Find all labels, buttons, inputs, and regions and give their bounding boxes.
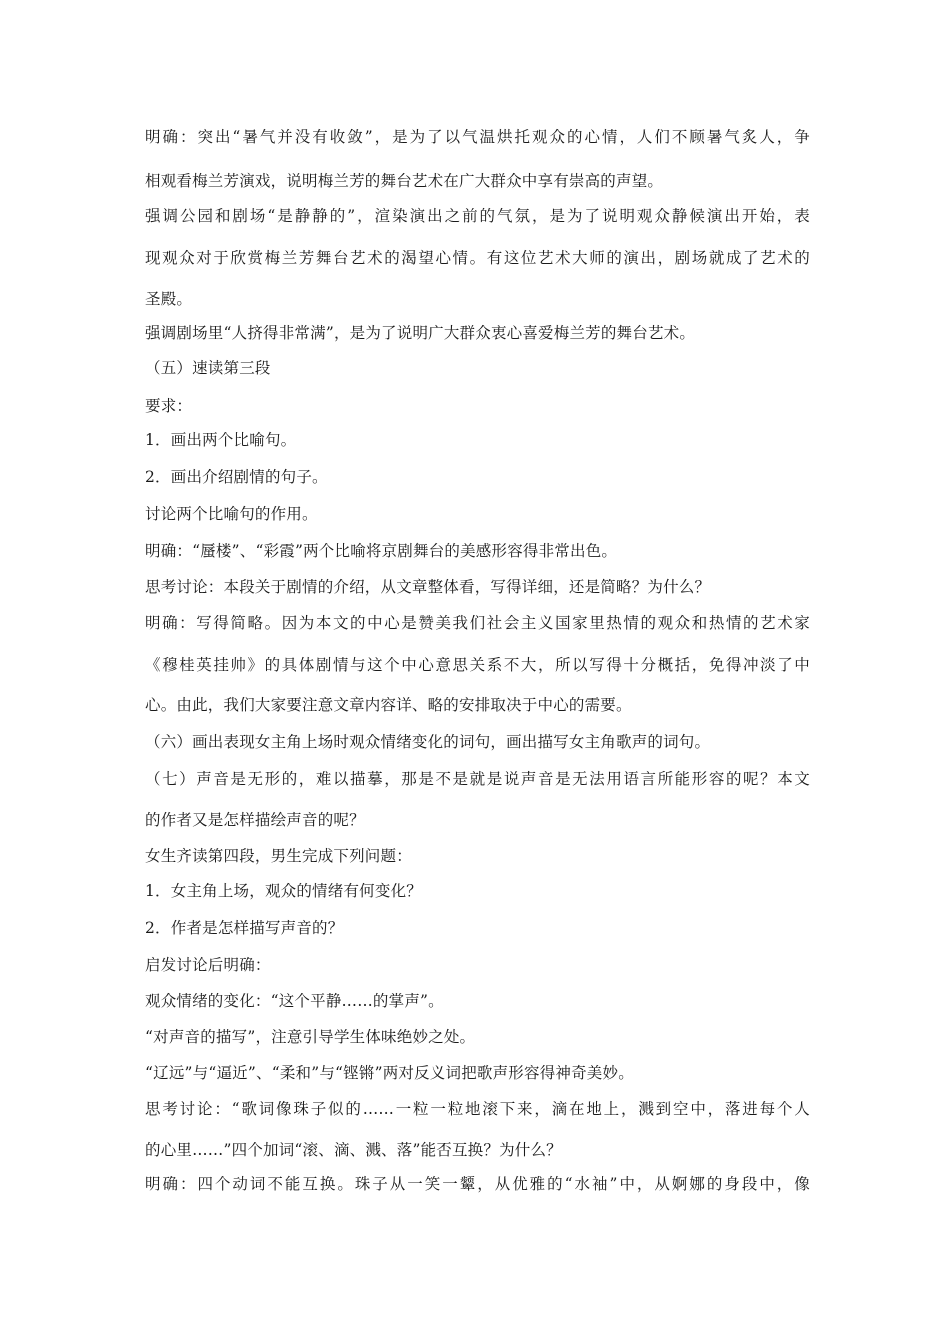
text-line: 明确：突出“暑气并没有收敛”，是为了以气温烘托观众的心情，人们不顾暑气炙人，争 bbox=[145, 128, 810, 146]
text-line: 思考讨论：“歌词像珠子似的……一粒一粒地滚下来，滴在地上，溅到空中，落进每个人 bbox=[145, 1100, 810, 1118]
text-line: 明确：“蜃楼”、“彩霞”两个比喻将京剧舞台的美感形容得非常出色。 bbox=[145, 542, 618, 560]
text-line: 启发讨论后明确： bbox=[145, 956, 271, 974]
list-item: 2．作者是怎样描写声音的？ bbox=[145, 919, 344, 937]
list-item: 1．画出两个比喻句。 bbox=[145, 431, 297, 449]
text-line: “辽远”与“逼近”、“柔和”与“铿锵”两对反义词把歌声形容得神奇美妙。 bbox=[145, 1064, 634, 1082]
section-heading: （五）速读第三段 bbox=[145, 359, 271, 377]
text-line: 思考讨论：本段关于剧情的介绍，从文章整体看，写得详细，还是简略？为什么？ bbox=[145, 578, 711, 596]
text-line: 《穆桂英挂帅》的具体剧情与这个中心意思关系不大，所以写得十分概括，免得冲淡了中 bbox=[145, 656, 810, 674]
text-line: 女生齐读第四段，男生完成下列问题： bbox=[145, 847, 412, 865]
list-item: 1．女主角上场，观众的情绪有何变化？ bbox=[145, 882, 422, 900]
text-line: 强调公园和剧场“是静静的”，渲染演出之前的气氛，是为了说明观众静候演出开始，表 bbox=[145, 207, 810, 225]
text-line: 相观看梅兰芳演戏，说明梅兰芳的舞台艺术在广大群众中享有崇高的声望。 bbox=[145, 172, 664, 190]
text-line: 的心里……”四个加词“滚、滴、溅、落”能否互换？为什么？ bbox=[145, 1141, 562, 1159]
text-line: 的作者又是怎样描绘声音的呢？ bbox=[145, 811, 365, 829]
list-item: 2．画出介绍剧情的句子。 bbox=[145, 468, 328, 486]
text-line: “对声音的描写”，注意引导学生体味绝妙之处。 bbox=[145, 1028, 476, 1046]
text-line: 明确：四个动词不能互换。珠子从一笑一颦，从优雅的“水袖”中，从婀娜的身段中，像 bbox=[145, 1175, 810, 1193]
text-line: 明确：写得简略。因为本文的中心是赞美我们社会主义国家里热情的观众和热情的艺术家 bbox=[145, 614, 810, 632]
text-line: 讨论两个比喻句的作用。 bbox=[145, 505, 318, 523]
text-line: 要求： bbox=[145, 397, 193, 415]
text-line: 观众情绪的变化：“这个平静……的掌声”。 bbox=[145, 992, 444, 1010]
text-line: 心。由此，我们大家要注意文章内容详、略的安排取决于中心的需要。 bbox=[145, 696, 632, 714]
section-heading: （七）声音是无形的，难以描摹，那是不是就是说声音是无法用语言所能形容的呢？本文 bbox=[145, 770, 810, 788]
text-line: 现观众对于欣赏梅兰芳舞台艺术的渴望心情。有这位艺术大师的演出，剧场就成了艺术的 bbox=[145, 249, 810, 267]
text-line: 强调剧场里“人挤得非常满”，是为了说明广大群众衷心喜爱梅兰芳的舞台艺术。 bbox=[145, 324, 696, 342]
text-line: 圣殿。 bbox=[145, 290, 193, 308]
section-heading: （六）画出表现女主角上场时观众情绪变化的词句，画出描写女主角歌声的词句。 bbox=[145, 733, 711, 751]
